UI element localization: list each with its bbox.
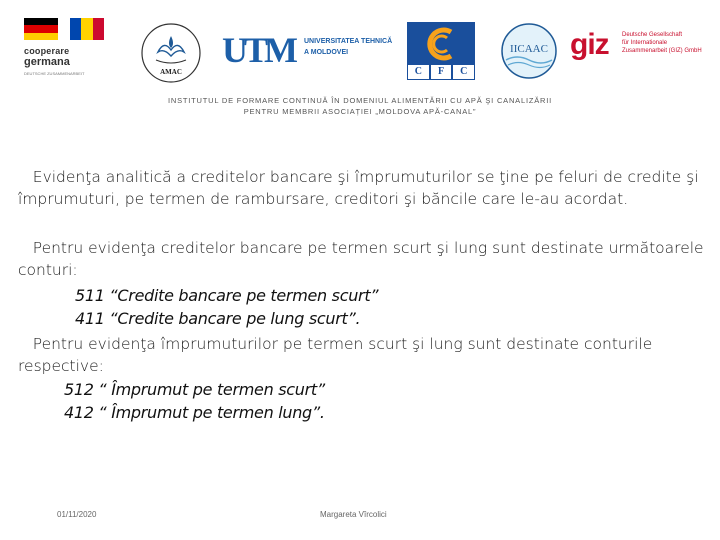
account-411: 411 “Credite bancare pe lung scurt”. bbox=[75, 309, 361, 328]
footer-date: 01/11/2020 bbox=[57, 510, 97, 519]
utm-logo bbox=[222, 30, 397, 70]
utm-text-line2: A MOLDOVEI bbox=[304, 49, 349, 56]
paragraph-text: Pentru evidenţa împrumuturilor pe termen scurt şi lung sunt destinate conturile respective: bbox=[18, 335, 653, 375]
cooperare-germana-logo bbox=[18, 18, 118, 78]
account-512: 512 “ Împrumut pe termen scurt” bbox=[64, 380, 325, 399]
cfc-letters bbox=[407, 64, 475, 80]
paragraph-text: Pentru evidenţa creditelor bancare pe termen scurt şi lung sunt destinate următoarele conturi: bbox=[18, 239, 704, 279]
paragraph-analytic-records bbox=[18, 166, 708, 210]
paragraph-text: Evidenţa analitică a creditelor bancare şi împrumuturilor se ţine pe feluri de credite şi împrumuturi, pe termen de rambursare, creditori şi băncile care le-au acordat. bbox=[18, 168, 699, 208]
giz-text-line1: Deutsche Gesellschaft bbox=[622, 32, 683, 38]
cfc-swirl-icon bbox=[421, 26, 461, 62]
institution-title: INSTITUTUL DE FORMARE CONTINUĂ ÎN DOMENIUL ALIMENTĂRII CU APĂ ŞI CANALIZĂRII bbox=[167, 96, 553, 105]
amac-label: AMAC bbox=[160, 68, 182, 76]
account-511: 511 “Credite bancare pe termen scurt” bbox=[75, 286, 379, 305]
germany-flag-icon bbox=[24, 18, 58, 40]
institution-subtitle: PENTRU MEMBRII ASOCIAȚIEI „MOLDOVA APĂ-CANAL” bbox=[243, 107, 477, 116]
logo-text-cooperare: cooperare bbox=[24, 46, 70, 56]
giz-text-line2: für Internationale bbox=[622, 40, 668, 46]
logo-text-deutsche: DEUTSCHE ZUSAMMENARBEIT bbox=[24, 71, 85, 76]
giz-mark: giz bbox=[570, 28, 609, 61]
cfc-letter: C bbox=[408, 65, 429, 79]
utm-mark: UTM bbox=[222, 30, 294, 70]
moldova-flag-icon bbox=[70, 18, 104, 40]
footer-author: Margareta Vîrcolici bbox=[320, 510, 387, 519]
giz-text-line3: Zusammenarbeit (GIZ) GmbH bbox=[622, 48, 702, 54]
logo-text-germana: germana bbox=[24, 56, 70, 68]
iicaac-label: IICAAC bbox=[510, 43, 548, 55]
paragraph-bank-credit-accounts bbox=[18, 237, 708, 281]
giz-text bbox=[622, 31, 702, 55]
utm-text-line1: UNIVERSITATEA TEHNICĂ bbox=[304, 38, 393, 45]
paragraph-loan-accounts bbox=[18, 333, 708, 377]
iicaac-logo bbox=[500, 22, 558, 80]
giz-logo bbox=[570, 28, 710, 68]
amac-logo bbox=[140, 22, 202, 84]
cfc-letter: F bbox=[431, 65, 452, 79]
account-412: 412 “ Împrumut pe termen lung”. bbox=[64, 403, 325, 422]
cfc-logo bbox=[407, 22, 475, 80]
cfc-letter: C bbox=[453, 65, 474, 79]
